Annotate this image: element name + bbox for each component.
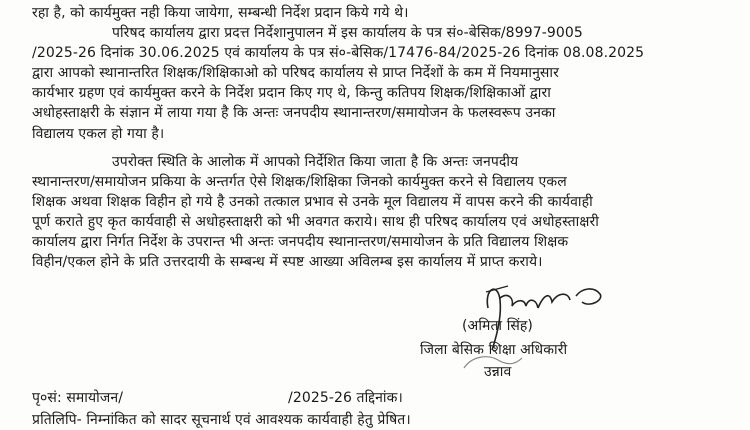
body-line: स्थानान्तरण/समायोजन प्रकिया के अन्तर्गत ऐसे शिक्षक/शिक्षिका जिनको कार्यमुक्त करने से विद्यालय एकल [32,174,567,190]
body-line: विहीन/एकल होने के प्रति उत्तरदायी के सम्बन्ध में स्पष्ट आख्या अविलम्ब इस कार्यालय में प्राप्त कराये। [32,254,543,270]
officer-designation: जिला बेसिक शिक्षा अधिकारी [420,342,568,358]
body-line: रहा है, को कार्यमुक्त नही किया जायेगा, सम्बन्धी निर्देश प्रदान किये गये थे। [32,5,409,21]
body-line: कार्यालय द्वारा निर्गत निर्देश के उपरान्त भी अन्तः जनपदीय स्थानान्तरण/समायोजन के प्रति विद्यालय शिक्षक [32,234,569,250]
body-line: विद्यालय एकल हो गया है। [32,126,165,142]
copy-forward-line: प्रतिलिपि- निम्नांकित को सादर सूचनार्थ एवं आवश्यक कार्यवाही हेतु प्रेषित। [32,412,411,428]
body-line: शिक्षक अथवा शिक्षक विहीन हो गये है उनको तत्काल प्रभाव से उनके मूल विद्यालय में वापस करने की कार्यवाही [32,194,593,210]
body-line: परिषद कार्यालय द्वारा प्रदत्त निर्देशानुपालन में इस कार्यालय के पत्र सं०-बेसिक/8997-9005 [112,25,583,41]
body-line: पूर्ण कराते हुए कृत कार्यवाही से अधोहस्ताक्षरी को भी अवगत कराये। साथ ही परिषद कार्यालय एवं अधोहस्ताक्षरी [32,214,599,230]
body-line: कार्यभार ग्रहण एवं कार्यमुक्त करने के निर्देश प्रदान किए गए थे, किन्तु कतिपय शिक्षक/शिक्षिकाओं द्वारा [32,85,551,101]
reference-number-label: पृ०सं: समायोजन/ [32,390,124,406]
body-line: /2025-26 दिनांक 30.06.2025 एवं कार्यालय के पत्र सं०-बेसिक/17476-84/2025-26 दिनांक 08.08.2025 [32,45,645,61]
officer-place: उन्नाव [484,364,512,380]
seal-mark [458,350,528,376]
body-line: अधोहस्ताक्षरी के संज्ञान में लाया गया है कि अन्तः जनपदीय स्थानान्तरण/समायोजन के फलस्वरूप उनका [32,105,556,121]
officer-name: (अमिता सिंह) [462,318,533,334]
body-line: उपरोक्त स्थिति के आलोक में आपको निर्देशित किया जाता है कि अन्तः जनपदीय [112,154,519,170]
reference-number-suffix: /2025-26 तद्दिनांक। [288,390,403,406]
body-line: द्वारा आपको स्थानान्तरित शिक्षक/शिक्षिकाओ को परिषद कार्यालय से प्राप्त निर्देशों के कम में नियमानुसार [32,65,559,81]
